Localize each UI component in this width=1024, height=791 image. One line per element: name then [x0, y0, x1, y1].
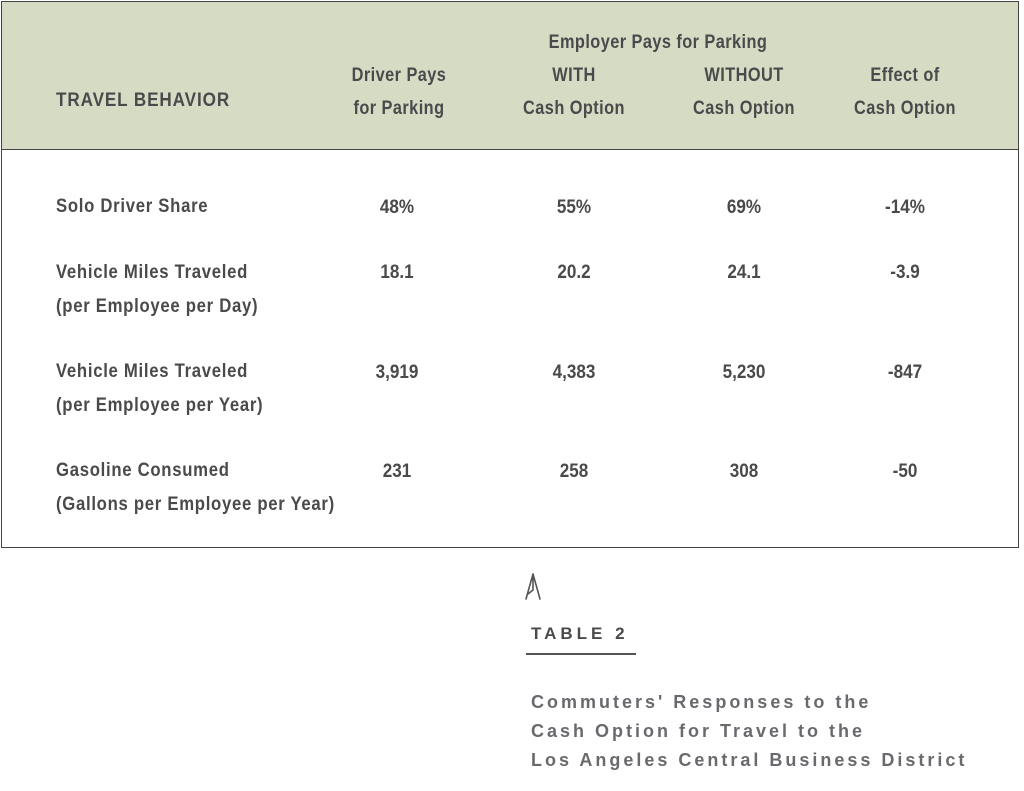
header-employer-pays: Employer Pays for Parking: [548, 32, 768, 53]
row-label-vmt-year: [56, 355, 263, 423]
cell-effect: -14%: [885, 197, 925, 218]
row-label-line1: Vehicle Miles Traveled: [56, 262, 249, 283]
cell-effect: -3.9: [890, 262, 920, 283]
caption-line1: Commuters' Responses to the: [531, 692, 872, 712]
row-label-solo-driver-share: [56, 190, 208, 224]
caption-line2: Cash Option for Travel to the: [531, 721, 866, 741]
cell-driver-pays: 231: [382, 461, 412, 482]
header-travel-behavior: TRAVEL BEHAVIOR: [56, 90, 231, 111]
north-arrow-icon: [523, 572, 543, 602]
header-with-line1: WITH: [552, 65, 596, 86]
row-label-line2: (per Employee per Day): [56, 296, 259, 317]
row-label-line2: (per Employee per Year): [56, 395, 264, 416]
cell-effect: -50: [892, 461, 918, 482]
header-without-line2: Cash Option: [693, 98, 795, 119]
row-label-line1: Solo Driver Share: [56, 196, 209, 217]
cell-with-cash: 4,383: [552, 362, 596, 383]
header-effect-line2: Cash Option: [854, 98, 956, 119]
row-label-gasoline: [56, 454, 335, 522]
cell-effect: -847: [887, 362, 923, 383]
row-label-line2: (Gallons per Employee per Year): [56, 494, 335, 515]
row-label-vmt-day: [56, 256, 258, 324]
header-effect: [841, 59, 970, 125]
cell-driver-pays: 3,919: [375, 362, 419, 383]
header-with-cash: [510, 59, 639, 125]
cell-with-cash: 55%: [556, 197, 592, 218]
table-number-rule: [526, 653, 636, 655]
header-with-line2: Cash Option: [523, 98, 625, 119]
cell-driver-pays: 48%: [379, 197, 415, 218]
cell-without-cash: 69%: [726, 197, 762, 218]
data-table: [1, 1, 1019, 548]
header-effect-line1: Effect of: [870, 65, 940, 86]
table-header: [2, 2, 1018, 150]
table-number: TABLE 2: [531, 624, 629, 643]
cell-without-cash: 24.1: [727, 262, 761, 283]
header-driver-pays: [335, 59, 464, 125]
cell-with-cash: 258: [559, 461, 589, 482]
table-caption: [531, 688, 967, 775]
header-without-line1: WITHOUT: [704, 65, 784, 86]
header-without-cash: [680, 59, 809, 125]
cell-without-cash: 308: [729, 461, 759, 482]
cell-with-cash: 20.2: [557, 262, 591, 283]
header-driver-pays-line2: for Parking: [353, 98, 445, 119]
row-label-line1: Vehicle Miles Traveled: [56, 361, 249, 382]
header-driver-pays-line1: Driver Pays: [351, 65, 447, 86]
caption-line3: Los Angeles Central Business District: [531, 750, 968, 770]
cell-driver-pays: 18.1: [380, 262, 414, 283]
row-label-line1: Gasoline Consumed: [56, 460, 230, 481]
cell-without-cash: 5,230: [722, 362, 766, 383]
